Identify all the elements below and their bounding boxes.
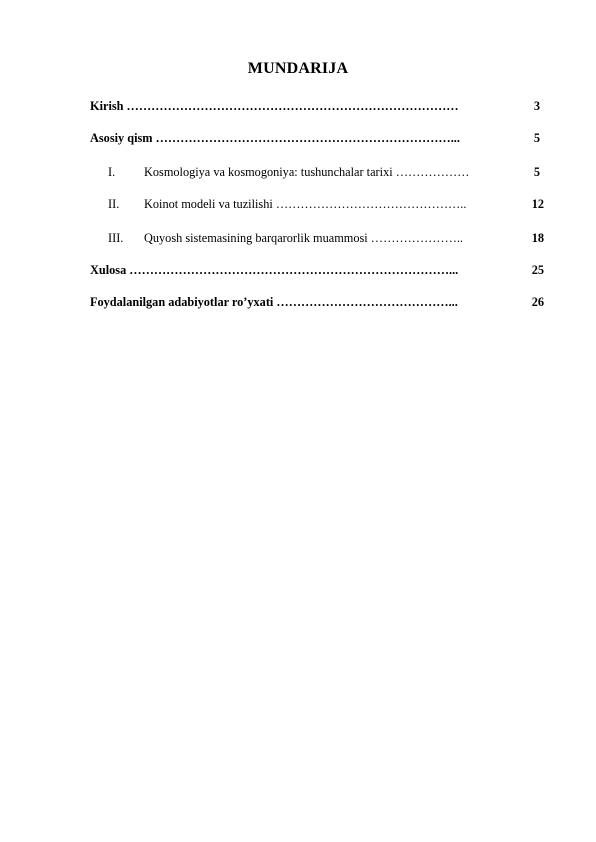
toc-entry-chapter-3[interactable]	[0, 230, 596, 246]
toc-entry-text: Kirish ………………………………………………………………………	[90, 99, 459, 113]
toc-entry-page: 3	[533, 99, 540, 113]
toc-entry-number: III.	[108, 231, 124, 245]
toc-entry-page: 26	[531, 295, 544, 309]
toc-entry-page: 12	[531, 197, 544, 211]
toc-entry-number: II.	[108, 197, 120, 211]
toc-entry-text: Koinot modeli va tuzilishi ………………………………………..	[144, 197, 467, 211]
toc-entry-xulosa[interactable]	[0, 262, 596, 278]
toc-entry-text: Quyosh sistemasining barqarorlik muammosi …………………..	[144, 231, 464, 245]
toc-entry-kirish[interactable]	[0, 98, 596, 114]
toc-entry-chapter-2[interactable]	[0, 196, 596, 212]
toc-entry-page: 5	[533, 165, 540, 179]
toc-entry-asosiy-qism[interactable]	[0, 130, 596, 146]
toc-entry-page: 5	[533, 131, 540, 145]
page-title: MUNDARIJA	[247, 60, 349, 77]
toc-entry-text: Kosmologiya va kosmogoniya: tushunchalar tarixi ………………	[144, 165, 470, 179]
toc-entry-text: Xulosa ……………………………………………………………………...	[90, 263, 459, 277]
toc-entry-chapter-1[interactable]	[0, 164, 596, 180]
toc-entry-number: I.	[108, 165, 116, 179]
toc-entry-text: Asosiy qism ………………………………………………………………...	[90, 131, 460, 145]
toc-entry-text: Foydalanilgan adabiyotlar ro’yxati ……………………………………...	[90, 295, 458, 309]
toc-entry-adabiyotlar[interactable]	[0, 294, 596, 310]
toc-entry-page: 18	[531, 231, 544, 245]
toc-entry-page: 25	[531, 263, 544, 277]
